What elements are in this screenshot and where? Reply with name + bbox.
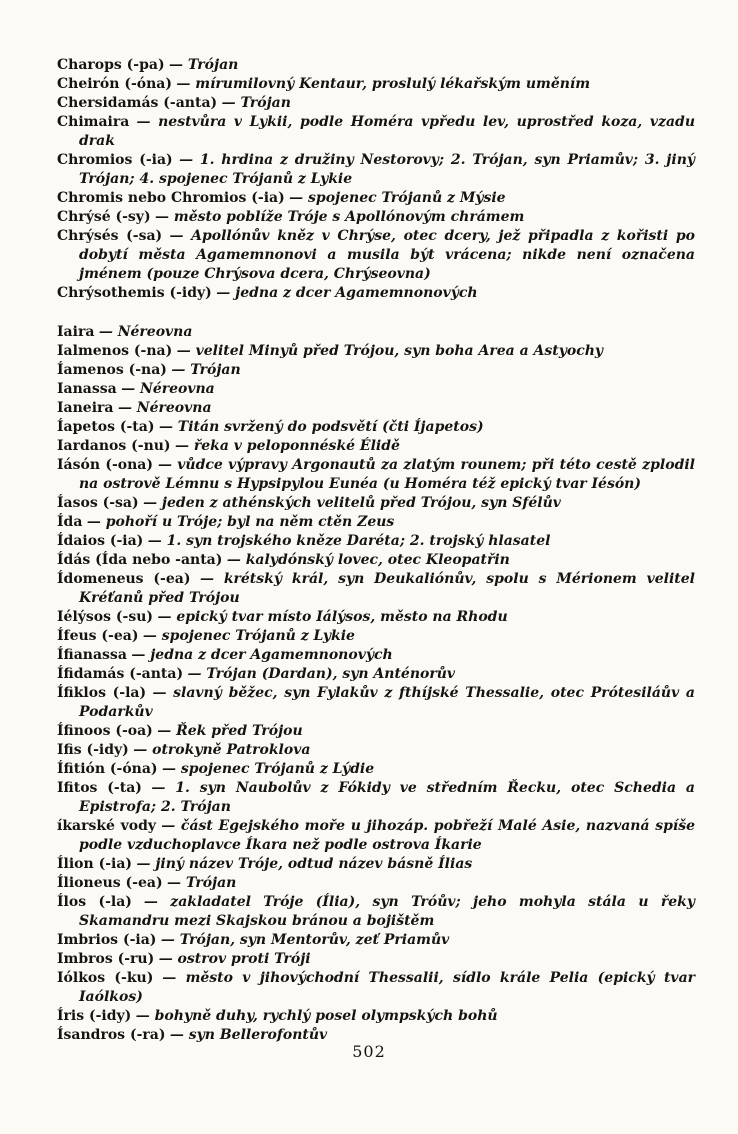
entry-definition: — Trójan, syn Mentorův, zeť Priamův [160,932,450,948]
entry-group [57,323,695,1045]
entry [57,189,695,208]
entry-term: Chersidamás (-anta) [57,95,218,111]
entry [57,532,695,551]
entry-term: Chimaira [57,114,130,130]
entry [57,665,695,684]
entry [57,361,695,380]
entry [57,227,695,284]
entry-definition: — Titán svržený do podsvětí (čti Íjapetos) [158,419,484,435]
entry-term: Ianassa [57,381,117,397]
entry-definition: — epický tvar místo Iálýsos, město na Rhodu [157,609,508,625]
entry-definition: — jeden z athénských velitelů před Trójou, syn Sfélův [143,495,561,511]
entry-definition: — řeka v peloponnéské Élidě [175,438,400,454]
entry [57,874,695,893]
entry-group [57,56,695,303]
entry [57,418,695,437]
entry-term: Charops (-pa) [57,57,165,73]
entry [57,437,695,456]
entry-term: Imbros (-ru) [57,951,155,967]
entry-term: Chrýsothemis (-idy) [57,285,212,301]
entry-term: Chromios (-ia) [57,152,173,168]
entry [57,94,695,113]
entry-term: Ifitos (-ta) [57,780,142,796]
entry-term: íkarské vody [57,818,157,834]
entry [57,741,695,760]
entry-definition: — Trójan [221,95,291,111]
entry-term: Ífinoos (-oa) [57,723,153,739]
entry-term: Ífitión (-óna) [57,761,158,777]
entry-term: Ianeira [57,400,114,416]
entry-definition: — pohoří u Tróje; byl na něm ctěn Zeus [86,514,395,530]
page-number: 502 [352,1042,386,1061]
entry-term: Iaira [57,324,95,340]
entry-term: Chrýsé (-sy) [57,209,151,225]
entry-definition: — Néreovna [117,400,212,416]
entry [57,75,695,94]
entry [57,284,695,303]
entry-definition: — jedna z dcer Agamemnonových [216,285,478,301]
entry-definition: — mírumilovný Kentaur, proslulý lékařským uměním [176,76,591,92]
entry-definition: — Trójan [169,57,239,73]
entry [57,494,695,513]
entry [57,380,695,399]
entry-definition: — slavný běžec, syn Fylakův z fthíjské Thessalie, otec Prótesiláův a Podarkův [79,685,695,720]
entry-definition: — spojenec Trójanů z Mýsie [289,190,506,206]
entry-definition: — otrokyně Patroklova [133,742,311,758]
entry [57,56,695,75]
entry-definition: — syn Bellerofontův [169,1027,328,1043]
entry-definition: — krétský král, syn Deukaliónův, spolu s Mérionem velitel Kréťanů před Trójou [79,571,695,606]
entry-term: Iardanos (-nu) [57,438,171,454]
entry-definition: — Apollónův kněz v Chrýse, otec dcery, jež připadla z kořisti po dobytí města Agamemnonovi a musila být vrácena; nikde není označena jménem (pouze Chrýsova dcera, Chrýseovna) [79,228,695,282]
entry-term: Ídás (Ída nebo -anta) [57,552,223,568]
entry-term: Íasos (-sa) [57,495,139,511]
entry-definition: — 1. hrdina z družiny Nestorovy; 2. Trójan, syn Priamův; 3. jiný Trójan; 4. spojenec Trójanů z Lykie [79,152,696,187]
entry-term: Ífidamás (-anta) [57,666,184,682]
entry-term: Ialmenos (-na) [57,343,173,359]
entry [57,570,695,608]
entry-definition: — zakladatel Tróje (Ília), syn Tróův; jeho mohyla stála u řeky Skamandru mezi Skajskou bránou a bojištěm [79,894,695,929]
entry [57,113,695,151]
entry-definition: — Trójan (Dardan), syn Anténorův [187,666,456,682]
entry-term: Iólkos (-ku) [57,970,154,986]
entry [57,513,695,532]
entry [57,931,695,950]
entry-definition: — Trójan [171,362,241,378]
entry-definition: — nestvůra v Lykii, podle Homéra vpředu lev, uprostřed koza, vzadu drak [79,114,695,149]
entry [57,627,695,646]
entry [57,646,695,665]
entry-term: Cheirón (-óna) [57,76,172,92]
entry [57,456,695,494]
entry [57,608,695,627]
entry-term: Ísandros (-ra) [57,1027,166,1043]
entry-definition: — jedna z dcer Agamemnonových [131,647,393,663]
entry-definition: — vůdce výpravy Argonautů za zlatým rounem; při této cestě zplodil na ostrově Lémnu s Hypsipylou Eunéa (u Homéra též epický tvar Iésón) [79,457,695,492]
entry-definition: — část Egejského moře u jihozáp. pobřeží Malé Asie, nazvaná spíše podle vzduchoplavce Íkara než podle ostrova Íkarie [79,818,695,853]
entry-term: Ílos (-la) [57,894,132,910]
entry-groups [57,56,695,1045]
entry [57,1007,695,1026]
entry-definition: — jiný název Tróje, odtud název básně Ílias [136,856,473,872]
glossary-page-text [57,56,695,1045]
entry-term: Íamenos (-na) [57,362,167,378]
entry-term: Ída [57,514,83,530]
entry [57,342,695,361]
entry-definition: — město poblíže Tróje s Apollónovým chrámem [155,209,525,225]
entry-term: Íris (-idy) [57,1008,132,1024]
entry-term: Chromis nebo Chromios (-ia) [57,190,285,206]
entry [57,893,695,931]
entry-term: Ídomeneus (-ea) [57,571,191,587]
entry-term: Imbrios (-ia) [57,932,157,948]
entry-term: Ífiklos (-la) [57,685,147,701]
entry-definition: — město v jihovýchodní Thessalii, sídlo krále Pelia (epický tvar Iaólkos) [79,970,696,1005]
entry [57,151,695,189]
entry-term: Ifis (-idy) [57,742,129,758]
entry-definition: — kalydónský lovec, otec Kleopatřin [226,552,510,568]
entry-term: Ífianassa [57,647,127,663]
entry-definition: — Néreovna [98,324,193,340]
entry-definition: — bohyně duhy, rychlý posel olympských bohů [135,1008,498,1024]
entry-definition: — Řek před Trójou [157,723,303,739]
entry [57,779,695,817]
entry [57,684,695,722]
entry-definition: — spojenec Trójanů z Lýdie [162,761,375,777]
entry-definition: — 1. syn trojského kněze Daréta; 2. trojský hlasatel [147,533,551,549]
entry-term: Ífeus (-ea) [57,628,139,644]
entry-definition: — velitel Minyů před Trójou, syn boha Area a Astyochy [176,343,604,359]
entry [57,551,695,570]
entry [57,760,695,779]
entry [57,817,695,855]
entry [57,722,695,741]
entry-term: Ídaios (-ia) [57,533,144,549]
entry [57,950,695,969]
entry [57,208,695,227]
entry-definition: — 1. syn Naubolův z Fókidy ve středním Řecku, otec Schedia a Epistrofa; 2. Trójan [79,780,695,815]
entry-term: Íapetos (-ta) [57,419,155,435]
entry [57,323,695,342]
entry-term: Iélýsos (-su) [57,609,154,625]
entry-term: Chrýsés (-sa) [57,228,163,244]
entry [57,399,695,418]
entry-term: Iásón (-ona) [57,457,154,473]
entry-definition: — Trójan [167,875,237,891]
entry [57,855,695,874]
entry-term: Ílion (-ia) [57,856,133,872]
entry-definition: — ostrov proti Tróji [158,951,311,967]
entry-term: Ílioneus (-ea) [57,875,163,891]
entry-definition: — Néreovna [121,381,215,397]
entry [57,969,695,1007]
entry-definition: — spojenec Trójanů z Lykie [142,628,355,644]
